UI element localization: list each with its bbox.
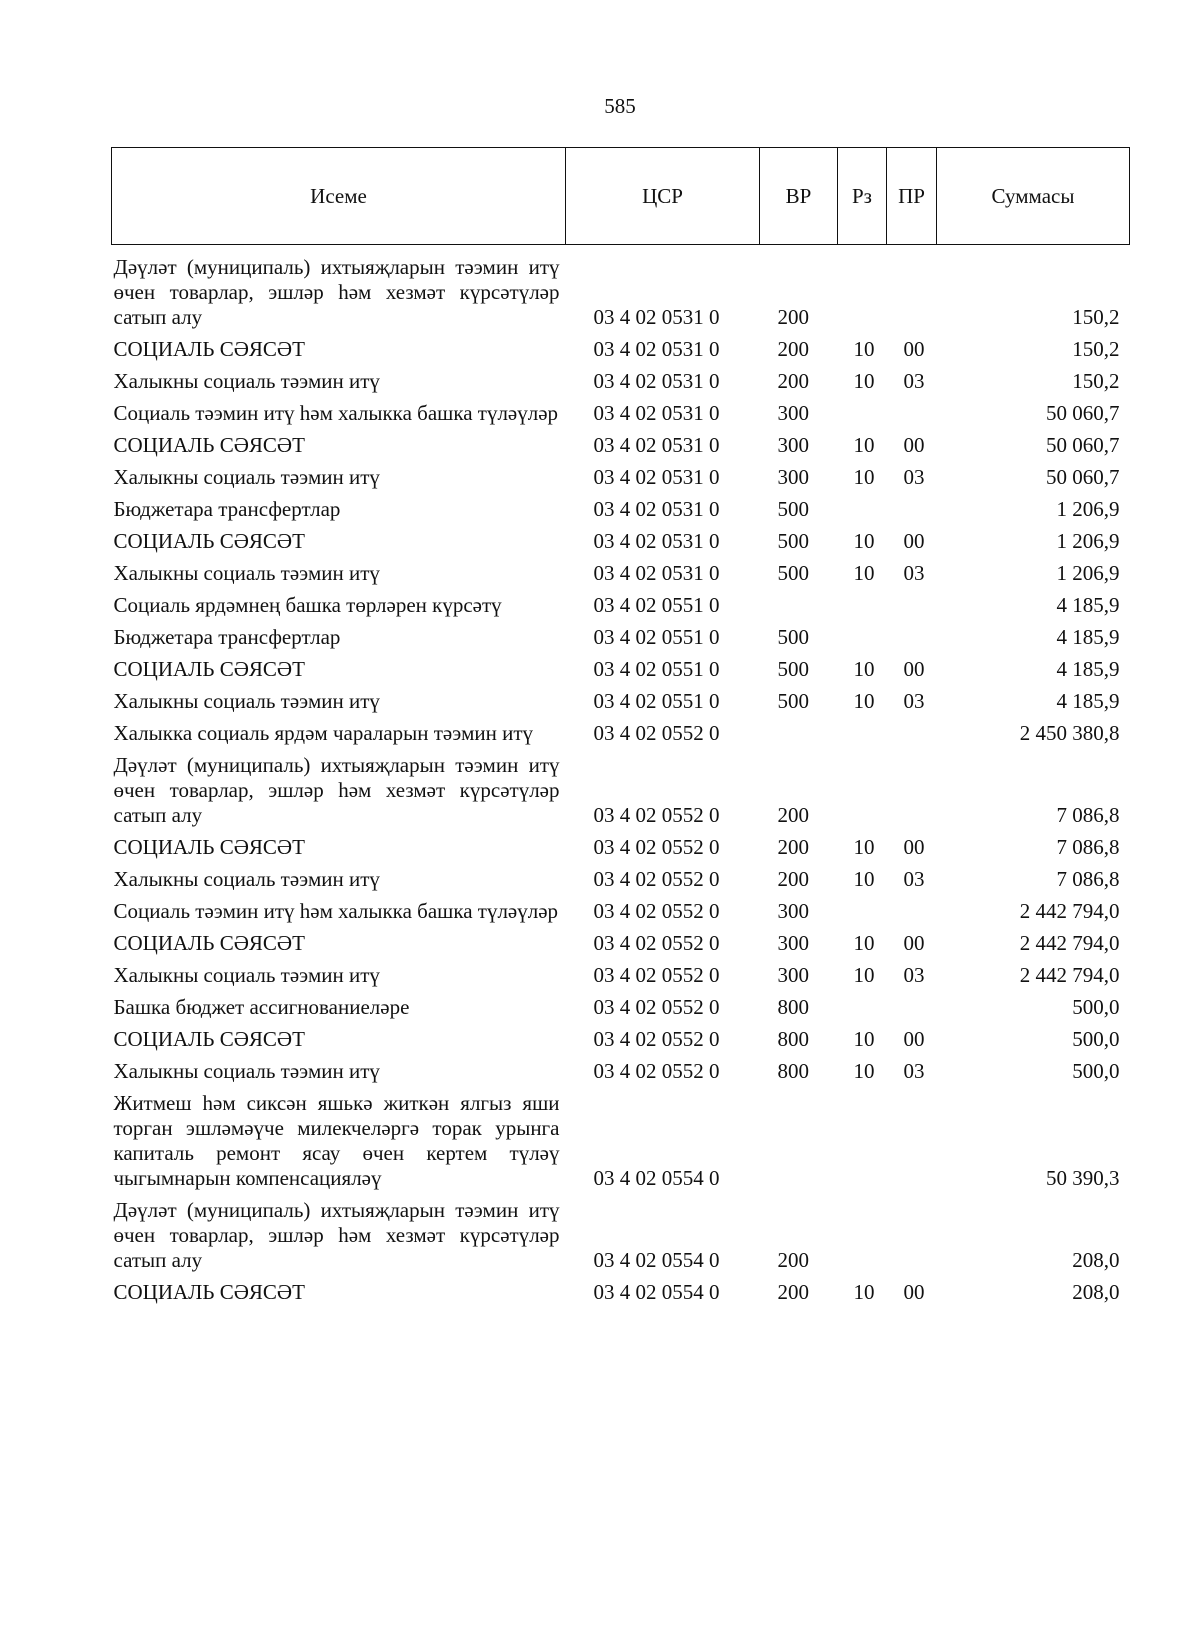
cell-rz: 10 bbox=[853, 337, 875, 361]
table-row bbox=[112, 1087, 1130, 1194]
cell-name bbox=[112, 1276, 566, 1308]
cell-sum: 50 390,3 bbox=[1046, 1166, 1120, 1190]
cell-sum: 150,2 bbox=[1072, 337, 1120, 361]
table-row bbox=[112, 991, 1130, 1023]
cell-name bbox=[112, 1194, 566, 1276]
cell-csr: 03 4 02 0551 0 bbox=[593, 657, 720, 681]
cell-vr: 800 bbox=[777, 1059, 809, 1083]
cell-vr: 300 bbox=[777, 465, 809, 489]
cell-sum: 7 086,8 bbox=[1056, 803, 1120, 827]
cell-name bbox=[112, 621, 566, 653]
cell-sum: 500,0 bbox=[1072, 1027, 1120, 1051]
header-sum: Суммасы bbox=[937, 148, 1130, 245]
cell-rz: 10 bbox=[853, 1027, 875, 1051]
cell-name bbox=[112, 749, 566, 831]
cell-name bbox=[112, 685, 566, 717]
row-name-text: Бюджетара трансфертлар bbox=[113, 497, 341, 521]
cell-pr bbox=[887, 895, 937, 927]
cell-pr: 03 bbox=[903, 465, 925, 489]
cell-rz: 10 bbox=[853, 867, 875, 891]
cell-vr: 300 bbox=[777, 931, 809, 955]
cell-csr: 03 4 02 0552 0 bbox=[593, 1059, 720, 1083]
cell-rz bbox=[838, 991, 887, 1023]
row-name-text: СОЦИАЛЬ СӘЯСӘТ bbox=[113, 657, 305, 681]
cell-name bbox=[112, 991, 566, 1023]
table-row bbox=[112, 749, 1130, 831]
cell-rz bbox=[838, 895, 887, 927]
cell-rz: 10 bbox=[853, 529, 875, 553]
row-name-text: Дәүләт (муниципаль) ихтыяҗларын тәэмин итү өчен товарлар, эшләр һәм хезмәт күрсәтүләр сатып алу bbox=[113, 255, 560, 329]
row-name-text: СОЦИАЛЬ СӘЯСӘТ bbox=[113, 433, 305, 457]
header-name: Исеме bbox=[112, 148, 566, 245]
row-name-text: Халыкны социаль тәэмин итү bbox=[113, 689, 380, 713]
cell-rz: 10 bbox=[853, 1059, 875, 1083]
row-name-text: Житмеш һәм сиксән яшькә житкән ялгыз яши торган эшләмәүче милекчеләргә торак урынга капиталь ремонт ясау өчен кертем түләү чыгымнарын компенсацияләү bbox=[113, 1091, 560, 1190]
table-row bbox=[112, 429, 1130, 461]
cell-pr bbox=[887, 1087, 937, 1194]
cell-rz: 10 bbox=[853, 465, 875, 489]
cell-rz: 10 bbox=[853, 369, 875, 393]
cell-rz: 10 bbox=[853, 931, 875, 955]
cell-name bbox=[112, 1055, 566, 1087]
cell-pr: 03 bbox=[903, 561, 925, 585]
row-name-text: СОЦИАЛЬ СӘЯСӘТ bbox=[113, 931, 305, 955]
cell-vr: 300 bbox=[777, 899, 809, 923]
cell-pr bbox=[887, 749, 937, 831]
cell-vr: 500 bbox=[777, 657, 809, 681]
cell-vr: 200 bbox=[777, 867, 809, 891]
cell-csr: 03 4 02 0531 0 bbox=[593, 497, 720, 521]
cell-csr: 03 4 02 0554 0 bbox=[593, 1280, 720, 1304]
cell-pr: 00 bbox=[903, 433, 925, 457]
row-name-text: СОЦИАЛЬ СӘЯСӘТ bbox=[113, 337, 305, 361]
cell-rz bbox=[838, 621, 887, 653]
cell-vr: 500 bbox=[777, 689, 809, 713]
cell-csr: 03 4 02 0552 0 bbox=[593, 899, 720, 923]
cell-csr: 03 4 02 0531 0 bbox=[593, 337, 720, 361]
cell-rz: 10 bbox=[853, 561, 875, 585]
cell-vr: 300 bbox=[777, 963, 809, 987]
cell-csr: 03 4 02 0552 0 bbox=[593, 867, 720, 891]
cell-vr: 500 bbox=[777, 561, 809, 585]
cell-name bbox=[112, 1087, 566, 1194]
cell-name bbox=[112, 557, 566, 589]
cell-name bbox=[112, 927, 566, 959]
cell-pr bbox=[887, 991, 937, 1023]
table-row bbox=[112, 863, 1130, 895]
cell-csr: 03 4 02 0552 0 bbox=[593, 1027, 720, 1051]
header-csr: ЦСР bbox=[566, 148, 760, 245]
cell-sum: 500,0 bbox=[1072, 995, 1120, 1019]
cell-vr bbox=[760, 717, 838, 749]
cell-sum: 4 185,9 bbox=[1056, 625, 1120, 649]
header-rz: Рз bbox=[838, 148, 887, 245]
cell-csr: 03 4 02 0552 0 bbox=[593, 995, 720, 1019]
cell-name bbox=[112, 397, 566, 429]
cell-sum: 4 185,9 bbox=[1056, 689, 1120, 713]
cell-vr bbox=[760, 589, 838, 621]
row-name-text: СОЦИАЛЬ СӘЯСӘТ bbox=[113, 835, 305, 859]
cell-vr: 500 bbox=[777, 529, 809, 553]
budget-table bbox=[111, 147, 1130, 1308]
cell-pr: 03 bbox=[903, 867, 925, 891]
table-row bbox=[112, 895, 1130, 927]
row-name-text: Халыкны социаль тәэмин итү bbox=[113, 867, 380, 891]
cell-vr bbox=[760, 1087, 838, 1194]
cell-name bbox=[112, 251, 566, 333]
cell-pr bbox=[887, 589, 937, 621]
cell-pr: 03 bbox=[903, 689, 925, 713]
row-name-text: Халыкны социаль тәэмин итү bbox=[113, 963, 380, 987]
cell-rz: 10 bbox=[853, 689, 875, 713]
cell-rz bbox=[838, 1087, 887, 1194]
cell-rz: 10 bbox=[853, 963, 875, 987]
cell-sum: 208,0 bbox=[1072, 1248, 1120, 1272]
row-name-text: Халыкка социаль ярдәм чараларын тәэмин итү bbox=[113, 721, 533, 745]
cell-pr: 00 bbox=[903, 931, 925, 955]
cell-name bbox=[112, 959, 566, 991]
cell-csr: 03 4 02 0531 0 bbox=[593, 401, 720, 425]
cell-rz: 10 bbox=[853, 835, 875, 859]
cell-name bbox=[112, 365, 566, 397]
table-body bbox=[112, 251, 1130, 1308]
cell-pr: 00 bbox=[903, 529, 925, 553]
row-name-text: Халыкны социаль тәэмин итү bbox=[113, 561, 380, 585]
cell-csr: 03 4 02 0552 0 bbox=[593, 721, 720, 745]
cell-pr: 00 bbox=[903, 337, 925, 361]
row-name-text: Дәүләт (муниципаль) ихтыяҗларын тәэмин итү өчен товарлар, эшләр һәм хезмәт күрсәтүләр сатып алу bbox=[113, 1198, 560, 1272]
row-name-text: СОЦИАЛЬ СӘЯСӘТ bbox=[113, 1027, 305, 1051]
cell-pr: 03 bbox=[903, 369, 925, 393]
cell-sum: 50 060,7 bbox=[1046, 465, 1120, 489]
cell-name bbox=[112, 1023, 566, 1055]
table-row bbox=[112, 525, 1130, 557]
cell-sum: 500,0 bbox=[1072, 1059, 1120, 1083]
cell-sum: 150,2 bbox=[1072, 369, 1120, 393]
table-header bbox=[112, 148, 1130, 252]
cell-rz: 10 bbox=[853, 657, 875, 681]
row-name-text: Халыкны социаль тәэмин итү bbox=[113, 369, 380, 393]
cell-csr: 03 4 02 0531 0 bbox=[593, 561, 720, 585]
table-row bbox=[112, 333, 1130, 365]
table-row bbox=[112, 557, 1130, 589]
cell-csr: 03 4 02 0554 0 bbox=[593, 1166, 720, 1190]
cell-pr: 00 bbox=[903, 657, 925, 681]
cell-name bbox=[112, 493, 566, 525]
row-name-text: Социаль ярдәмнең башка төрләрен күрсәтү bbox=[113, 593, 502, 617]
table-row bbox=[112, 1276, 1130, 1308]
cell-sum: 7 086,8 bbox=[1056, 835, 1120, 859]
cell-vr: 800 bbox=[777, 995, 809, 1019]
cell-csr: 03 4 02 0531 0 bbox=[593, 369, 720, 393]
cell-csr: 03 4 02 0551 0 bbox=[593, 593, 720, 617]
cell-vr: 500 bbox=[777, 625, 809, 649]
cell-rz bbox=[838, 397, 887, 429]
cell-vr: 200 bbox=[777, 369, 809, 393]
cell-rz bbox=[838, 749, 887, 831]
cell-pr bbox=[887, 251, 937, 333]
table-row bbox=[112, 493, 1130, 525]
header-pr: ПР bbox=[887, 148, 937, 245]
cell-sum: 4 185,9 bbox=[1056, 657, 1120, 681]
header-vr: ВР bbox=[760, 148, 838, 245]
cell-csr: 03 4 02 0531 0 bbox=[593, 465, 720, 489]
cell-pr bbox=[887, 493, 937, 525]
cell-pr bbox=[887, 1194, 937, 1276]
cell-rz bbox=[838, 717, 887, 749]
cell-vr: 300 bbox=[777, 433, 809, 457]
row-name-text: Халыкны социаль тәэмин итү bbox=[113, 1059, 380, 1083]
table-row bbox=[112, 927, 1130, 959]
cell-vr: 500 bbox=[777, 497, 809, 521]
cell-pr: 03 bbox=[903, 963, 925, 987]
cell-vr: 200 bbox=[777, 835, 809, 859]
table-row bbox=[112, 653, 1130, 685]
table-row bbox=[112, 251, 1130, 333]
cell-name bbox=[112, 461, 566, 493]
cell-rz bbox=[838, 493, 887, 525]
cell-sum: 2 442 794,0 bbox=[1019, 931, 1120, 955]
cell-sum: 4 185,9 bbox=[1056, 593, 1120, 617]
cell-pr bbox=[887, 397, 937, 429]
row-name-text: СОЦИАЛЬ СӘЯСӘТ bbox=[113, 1280, 305, 1304]
table-row bbox=[112, 685, 1130, 717]
table-row bbox=[112, 717, 1130, 749]
cell-csr: 03 4 02 0531 0 bbox=[593, 529, 720, 553]
cell-sum: 50 060,7 bbox=[1046, 433, 1120, 457]
cell-name bbox=[112, 717, 566, 749]
row-name-text: Бюджетара трансфертлар bbox=[113, 625, 341, 649]
cell-name bbox=[112, 525, 566, 557]
cell-vr: 200 bbox=[777, 305, 809, 329]
cell-rz bbox=[838, 251, 887, 333]
cell-sum: 1 206,9 bbox=[1056, 529, 1120, 553]
cell-name bbox=[112, 429, 566, 461]
cell-sum: 1 206,9 bbox=[1056, 561, 1120, 585]
row-name-text: Халыкны социаль тәэмин итү bbox=[113, 465, 380, 489]
cell-name bbox=[112, 653, 566, 685]
cell-sum: 208,0 bbox=[1072, 1280, 1120, 1304]
cell-rz bbox=[838, 1194, 887, 1276]
table-row bbox=[112, 1055, 1130, 1087]
cell-name bbox=[112, 333, 566, 365]
cell-csr: 03 4 02 0552 0 bbox=[593, 963, 720, 987]
cell-csr: 03 4 02 0551 0 bbox=[593, 689, 720, 713]
page-number: 585 bbox=[604, 94, 636, 118]
cell-name bbox=[112, 831, 566, 863]
cell-csr: 03 4 02 0552 0 bbox=[593, 931, 720, 955]
row-name-text: СОЦИАЛЬ СӘЯСӘТ bbox=[113, 529, 305, 553]
cell-pr: 03 bbox=[903, 1059, 925, 1083]
cell-csr: 03 4 02 0552 0 bbox=[593, 835, 720, 859]
table-row bbox=[112, 1023, 1130, 1055]
cell-sum: 2 450 380,8 bbox=[1019, 721, 1120, 745]
cell-rz bbox=[838, 589, 887, 621]
table-row bbox=[112, 621, 1130, 653]
cell-sum: 1 206,9 bbox=[1056, 497, 1120, 521]
cell-name bbox=[112, 863, 566, 895]
cell-vr: 300 bbox=[777, 401, 809, 425]
table-row bbox=[112, 589, 1130, 621]
cell-pr: 00 bbox=[903, 835, 925, 859]
table-row bbox=[112, 461, 1130, 493]
cell-name bbox=[112, 895, 566, 927]
cell-csr: 03 4 02 0552 0 bbox=[593, 803, 720, 827]
row-name-text: Социаль тәэмин итү һәм халыкка башка түләүләр bbox=[113, 899, 559, 923]
cell-csr: 03 4 02 0531 0 bbox=[593, 305, 720, 329]
cell-vr: 200 bbox=[777, 1280, 809, 1304]
row-name-text: Башка бюджет ассигнованиеләре bbox=[113, 995, 410, 1019]
cell-sum: 150,2 bbox=[1072, 305, 1120, 329]
cell-sum: 7 086,8 bbox=[1056, 867, 1120, 891]
cell-vr: 200 bbox=[777, 1248, 809, 1272]
table-row bbox=[112, 959, 1130, 991]
cell-csr: 03 4 02 0531 0 bbox=[593, 433, 720, 457]
row-name-text: Дәүләт (муниципаль) ихтыяҗларын тәэмин итү өчен товарлар, эшләр һәм хезмәт күрсәтүләр сатып алу bbox=[113, 753, 560, 827]
cell-vr: 200 bbox=[777, 337, 809, 361]
cell-sum: 50 060,7 bbox=[1046, 401, 1120, 425]
table-row bbox=[112, 365, 1130, 397]
cell-pr bbox=[887, 717, 937, 749]
cell-vr: 800 bbox=[777, 1027, 809, 1051]
table-row bbox=[112, 1194, 1130, 1276]
cell-pr bbox=[887, 621, 937, 653]
cell-pr: 00 bbox=[903, 1280, 925, 1304]
cell-sum: 2 442 794,0 bbox=[1019, 963, 1120, 987]
table-row bbox=[112, 397, 1130, 429]
cell-csr: 03 4 02 0554 0 bbox=[593, 1248, 720, 1272]
cell-rz: 10 bbox=[853, 1280, 875, 1304]
cell-vr: 200 bbox=[777, 803, 809, 827]
cell-name bbox=[112, 589, 566, 621]
cell-csr: 03 4 02 0551 0 bbox=[593, 625, 720, 649]
cell-sum: 2 442 794,0 bbox=[1019, 899, 1120, 923]
cell-rz: 10 bbox=[853, 433, 875, 457]
row-name-text: Социаль тәэмин итү һәм халыкка башка түләүләр bbox=[113, 401, 559, 425]
cell-pr: 00 bbox=[903, 1027, 925, 1051]
table-row bbox=[112, 831, 1130, 863]
